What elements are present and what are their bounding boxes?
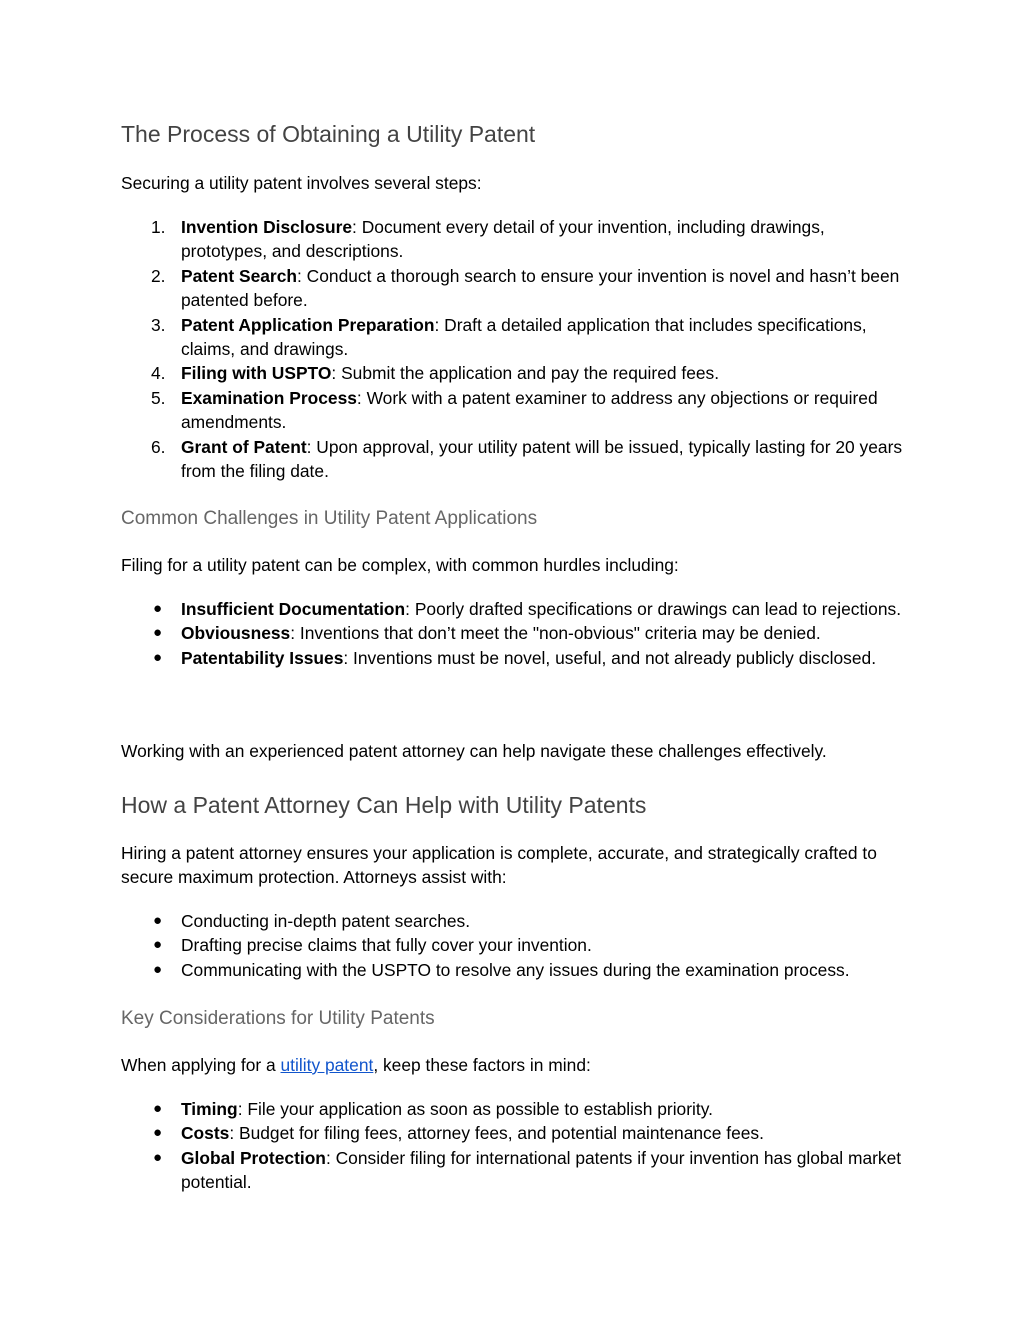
list-item: 1. Invention Disclosure: Document every detail of your invention, including drawings, prototypes, and descriptions. xyxy=(151,217,825,262)
considerations-list xyxy=(121,1097,911,1195)
heading-process: The Process of Obtaining a Utility Patent xyxy=(121,121,536,147)
list-item: ● Drafting precise claims that fully cover your invention. xyxy=(153,935,592,956)
list-item: 4. Filing with USPTO: Submit the application and pay the required fees. xyxy=(151,363,720,384)
utility-patent-link[interactable]: utility patent xyxy=(280,1055,374,1075)
heading-challenges: Common Challenges in Utility Patent Applications xyxy=(121,508,538,529)
list-item: 5. Examination Process: Work with a patent examiner to address any objections or required amendments. xyxy=(151,387,878,433)
challenges-intro: Filing for a utility patent can be complex, with common hurdles including: xyxy=(121,555,679,575)
list-item: ● Insufficient Documentation: Poorly drafted specifications or drawings can lead to rejections. xyxy=(153,599,902,619)
list-item: 6. Grant of Patent: Upon approval, your utility patent will be issued, typically lasting for 20 years from the filing date. xyxy=(151,436,903,482)
list-item: ● Costs: Budget for filing fees, attorney fees, and potential maintenance fees. xyxy=(153,1123,764,1144)
challenges-outro: Working with an experienced patent attorney can help navigate these challenges effectively. xyxy=(121,741,827,761)
list-item: ● Global Protection: Consider filing for international patents if your invention has global market potential. xyxy=(153,1147,902,1193)
considerations-intro: When applying for a utility patent, keep these factors in mind: xyxy=(121,1055,591,1075)
list-item: ● Timing: File your application as soon as possible to establish priority. xyxy=(153,1099,713,1119)
challenges-list xyxy=(121,597,911,670)
list-item: ● Communicating with the USPTO to resolve any issues during the examination process. xyxy=(153,959,850,980)
process-intro: Securing a utility patent involves several steps: xyxy=(121,173,482,193)
attorney-list xyxy=(121,909,911,982)
attorney-intro: Hiring a patent attorney ensures your application is complete, accurate, and strategically crafted to secure maximum protection. Attorneys assist with: xyxy=(121,843,877,888)
list-item: ● Patentability Issues: Inventions must be novel, useful, and not already publicly disclosed. xyxy=(153,647,877,668)
heading-attorney: How a Patent Attorney Can Help with Utility Patents xyxy=(121,792,647,818)
list-item: ● Obviousness: Inventions that don’t meet the "non-obvious" criteria may be denied. xyxy=(153,623,821,644)
list-item: 2. Patent Search: Conduct a thorough search to ensure your invention is novel and hasn’t been patented before. xyxy=(151,265,900,311)
list-item: ● Conducting in-depth patent searches. xyxy=(153,911,471,931)
heading-considerations: Key Considerations for Utility Patents xyxy=(121,1008,435,1029)
process-steps-list xyxy=(121,215,911,483)
list-item: 3. Patent Application Preparation: Draft a detailed application that includes specifications, claims, and drawings. xyxy=(151,314,867,360)
